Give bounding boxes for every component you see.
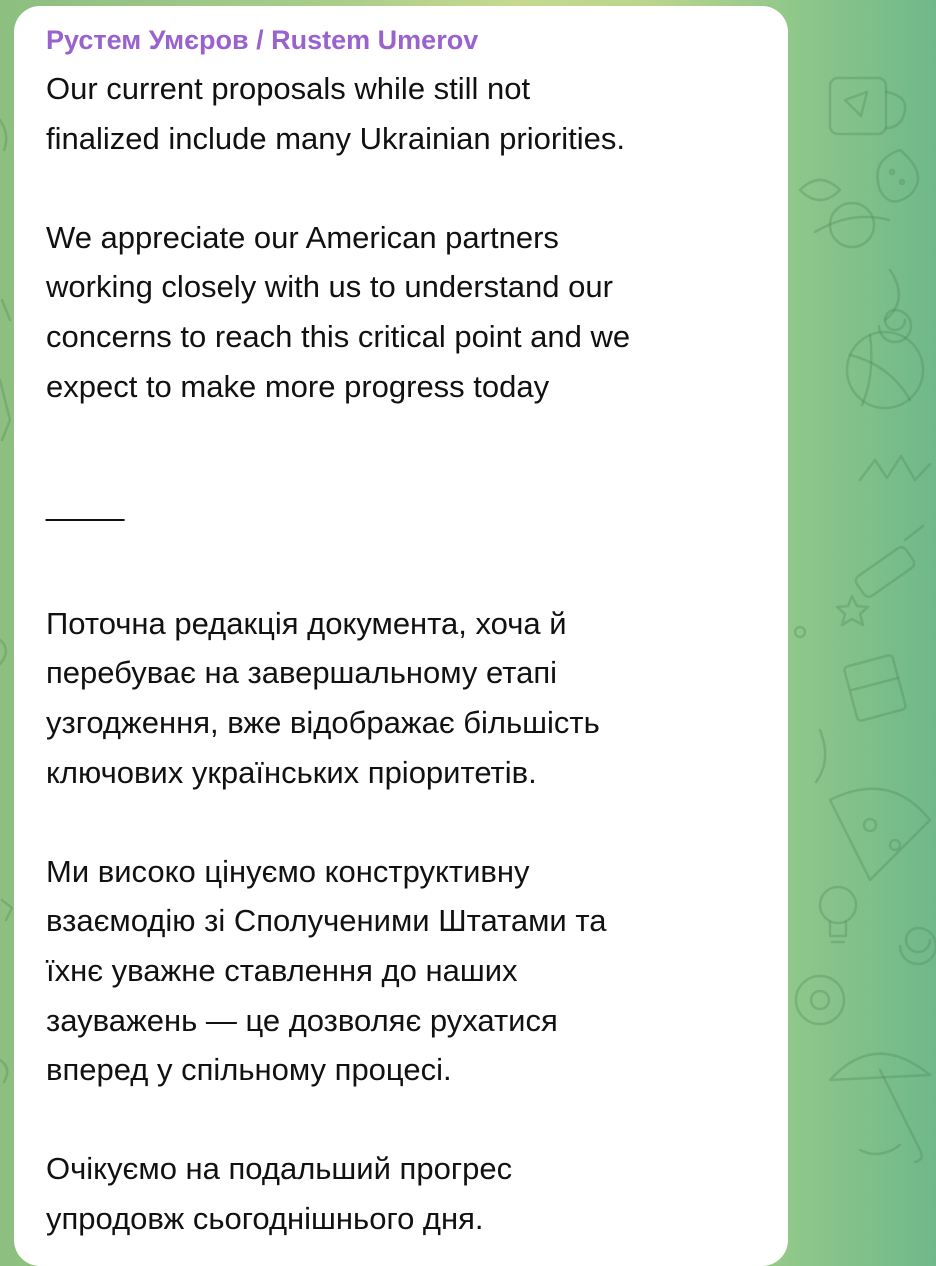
paragraph-uk-2: Ми високо цінуємо конструктивну взаємодію зі Сполученими Штатами та їхнє уважне ставлення до наших зауважень — це дозволяє рухатися вперед у спільному процесі. [46, 853, 607, 1088]
message-text [46, 64, 764, 1243]
text-separator: _____ [46, 487, 123, 523]
paragraph-en-2: We appreciate our American partners working closely with us to understand our concerns to reach this critical point and we expect to make more progress today [46, 219, 631, 404]
paragraph-uk-3: Очікуємо на подальший прогрес упродовж сьогоднішнього дня. [46, 1151, 513, 1236]
sender-name[interactable]: Рустем Умєров / Rustem Umerov [46, 25, 479, 55]
paragraph-uk-1: Поточна редакція документа, хоча й перебуває на завершальному етапі узгодження, вже відображає більшість ключових українських пріоритетів. [46, 605, 600, 790]
message-bubble[interactable] [14, 6, 788, 1266]
paragraph-en-1: Our current proposals while still not finalized include many Ukrainian priorities. [46, 71, 625, 156]
